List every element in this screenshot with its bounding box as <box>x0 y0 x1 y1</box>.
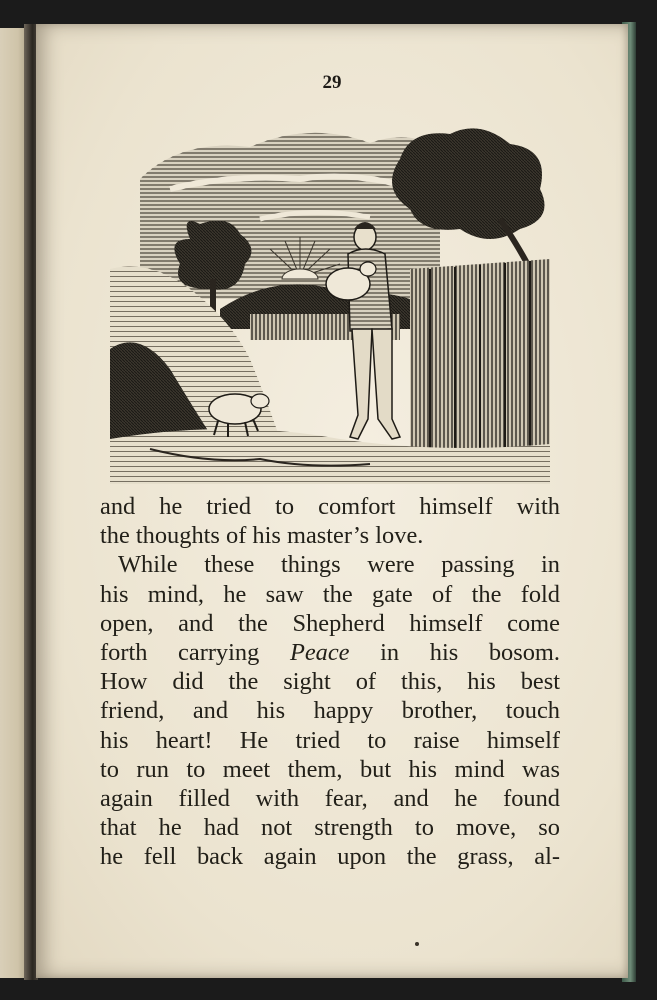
body-text <box>100 492 560 872</box>
text-line: he fell back again upon the grass, al- <box>100 843 560 871</box>
text-line <box>100 638 560 667</box>
text-line: How did the sight of this, his best <box>100 668 560 696</box>
woodcut-shepherd-carrying-lamb-icon <box>110 119 550 484</box>
text-line: While these things were passing in <box>118 551 560 579</box>
text-line: the thoughts of his master’s love. <box>100 522 424 550</box>
text-line: his heart! He tried to raise himself <box>100 726 560 754</box>
text-segment: forth carrying <box>100 639 290 667</box>
text-line: that he had not strength to move, so <box>100 814 560 842</box>
text-line: and he tried to comfort himself with <box>100 493 560 520</box>
page-number: 29 <box>322 72 342 93</box>
book-page <box>36 24 628 978</box>
ink-speck <box>415 942 419 946</box>
text-line: again filled with fear, and he found <box>100 785 560 813</box>
italic-word: Peace <box>289 639 350 667</box>
text-segment: in his bosom. <box>349 639 560 667</box>
text-line: friend, and his happy brother, touch <box>100 697 560 725</box>
text-line: to run to meet them, but his mind was <box>100 755 560 783</box>
text-line: open, and the Shepherd himself come <box>100 609 560 637</box>
text-line: his mind, he saw the gate of the fold <box>100 580 560 608</box>
